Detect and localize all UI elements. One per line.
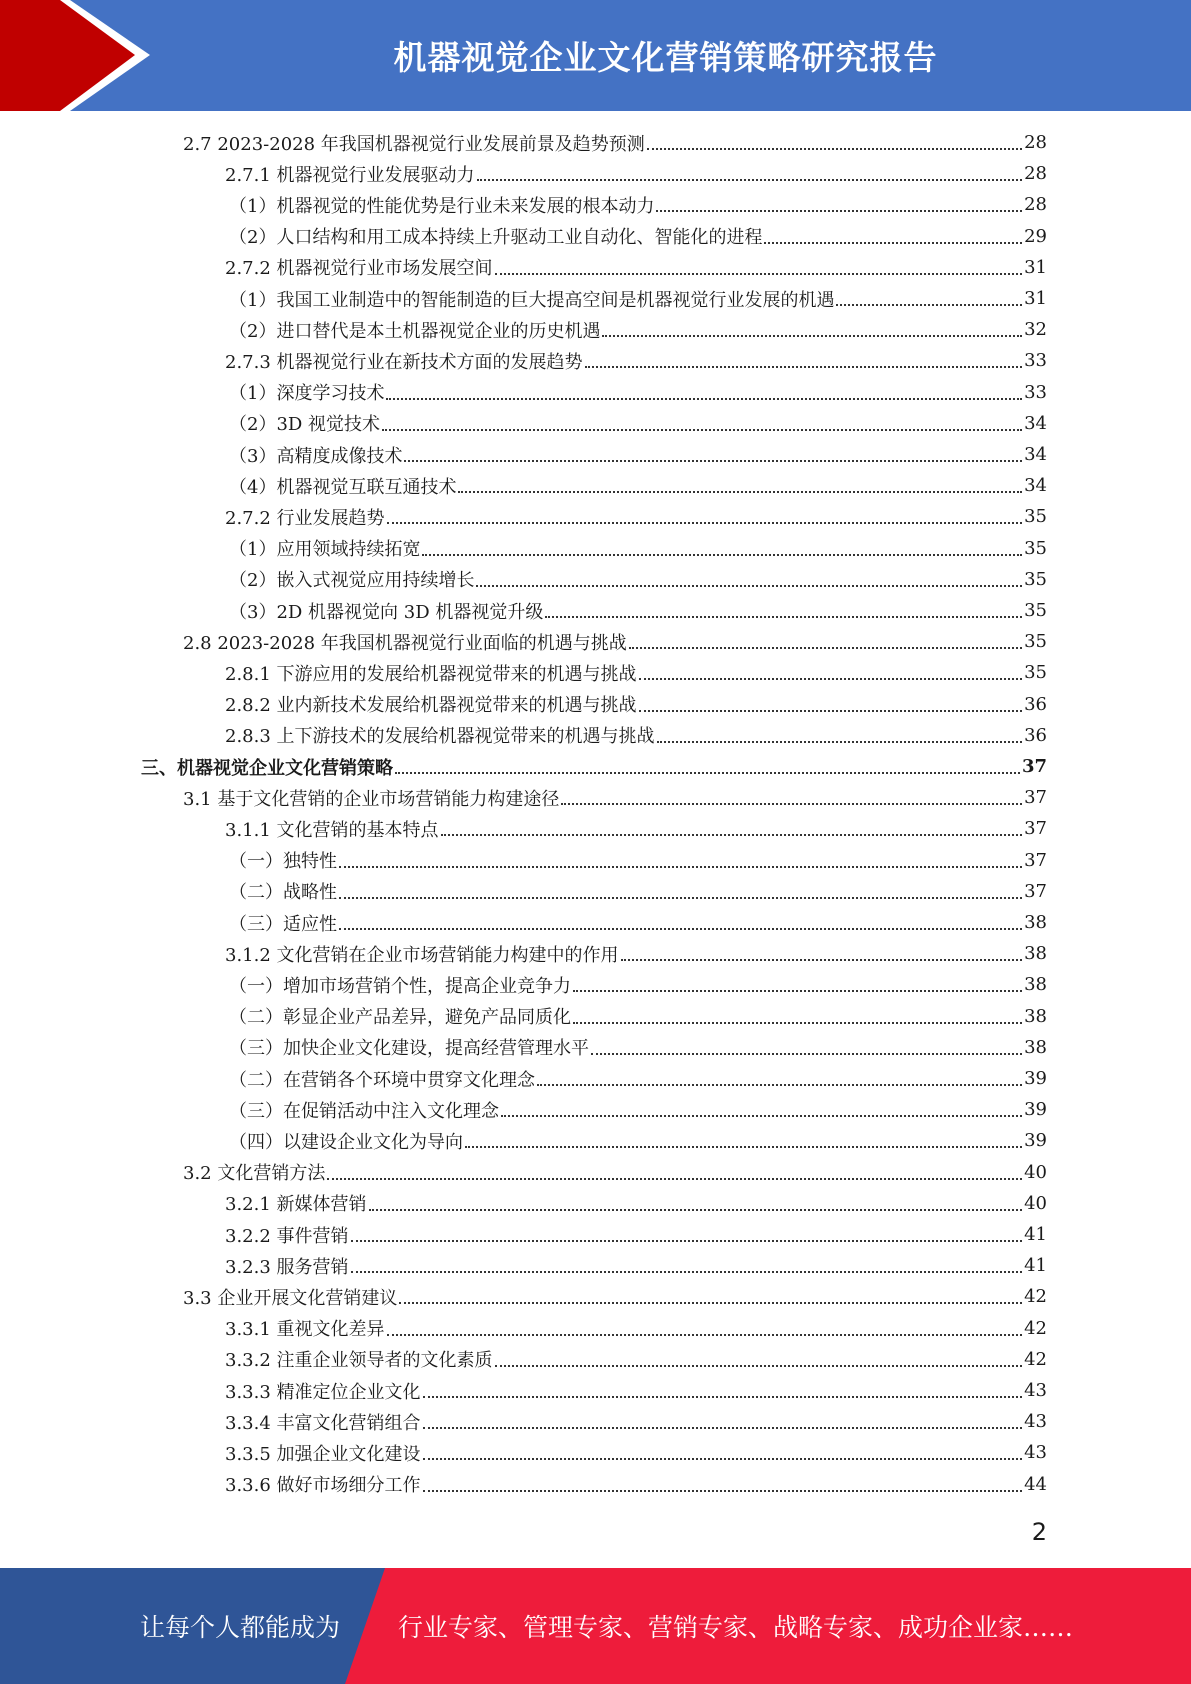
toc-leader-dots	[465, 1145, 1022, 1148]
toc-entry[interactable]	[229, 408, 1047, 439]
toc-leader-dots	[476, 584, 1022, 587]
toc-entry[interactable]	[225, 1469, 1047, 1500]
toc-entry-title: 3.2.2 事件营销	[225, 1225, 349, 1247]
toc-entry[interactable]	[225, 689, 1047, 720]
toc-entry[interactable]	[229, 595, 1047, 626]
toc-leader-dots	[339, 865, 1022, 868]
toc-entry[interactable]	[225, 1406, 1047, 1437]
toc-entry[interactable]	[229, 1094, 1047, 1125]
toc-entry[interactable]	[183, 1157, 1047, 1188]
toc-entry-page: 37	[1024, 787, 1047, 809]
toc-entry-page: 42	[1024, 1317, 1047, 1339]
toc-entry[interactable]	[225, 158, 1047, 189]
toc-leader-dots	[477, 178, 1023, 181]
toc-leader-dots	[495, 1364, 1023, 1367]
toc-leader-dots	[621, 958, 1023, 961]
toc-entry[interactable]	[229, 314, 1047, 345]
toc-entry-title: （2）人口结构和用工成本持续上升驱动工业自动化、智能化的进程	[229, 227, 763, 249]
toc-entry-title: 3.3.1 重视文化差异	[225, 1319, 385, 1341]
toc-leader-dots	[395, 771, 1020, 774]
toc-entry-page: 37	[1021, 756, 1047, 777]
toc-leader-dots	[573, 989, 1022, 992]
toc-entry-page: 40	[1024, 1192, 1047, 1214]
toc-entry-page: 28	[1024, 163, 1047, 185]
toc-leader-dots	[629, 646, 1022, 649]
toc-entry[interactable]	[229, 1032, 1047, 1063]
toc-entry[interactable]	[229, 845, 1047, 876]
toc-entry-title: （二）在营销各个环境中贯穿文化理念	[229, 1069, 535, 1091]
toc-entry-page: 34	[1024, 444, 1047, 465]
toc-leader-dots	[382, 428, 1022, 431]
toc-entry[interactable]	[225, 1219, 1047, 1250]
toc-entry[interactable]	[229, 876, 1047, 907]
toc-leader-dots	[647, 147, 1022, 150]
toc-entry-title: （1）机器视觉的性能优势是行业未来发展的根本动力	[229, 195, 655, 217]
toc-leader-dots	[423, 1457, 1023, 1460]
toc-entry-page: 37	[1024, 880, 1047, 902]
toc-entry[interactable]	[225, 1375, 1047, 1406]
toc-leader-dots	[369, 1208, 1023, 1211]
toc-leader-dots	[404, 459, 1022, 462]
toc-entry-title: 2.7 2023-2028 年我国机器视觉行业发展前景及趋势预测	[183, 133, 645, 155]
toc-leader-dots	[495, 272, 1023, 275]
toc-leader-dots	[339, 896, 1022, 899]
toc-entry[interactable]	[225, 1344, 1047, 1375]
toc-entry[interactable]	[183, 1281, 1047, 1312]
toc-entry-title: （3）高精度成像技术	[229, 445, 403, 467]
toc-leader-dots	[387, 521, 1023, 524]
toc-entry[interactable]	[229, 1125, 1047, 1156]
toc-entry-page: 35	[1024, 600, 1047, 621]
toc-entry[interactable]	[225, 720, 1047, 751]
toc-entry-page: 34	[1024, 475, 1047, 497]
toc-entry-title: 三、机器视觉企业文化营销策略	[141, 757, 393, 779]
toc-entry-page: 35	[1024, 662, 1047, 684]
toc-entry-title: 3.1 基于文化营销的企业市场营销能力构建途径	[183, 788, 560, 810]
header-title: 机器视觉企业文化营销策略研究报告	[393, 38, 938, 77]
toc-entry[interactable]	[229, 221, 1047, 252]
toc-entry-page: 35	[1024, 506, 1047, 528]
toc-entry-page: 28	[1024, 194, 1047, 216]
toc-leader-dots	[639, 677, 1023, 680]
toc-entry[interactable]	[229, 907, 1047, 938]
toc-entry-page: 43	[1024, 1442, 1047, 1464]
toc-entry[interactable]	[183, 127, 1047, 158]
toc-entry-title: 3.2 文化营销方法	[183, 1163, 326, 1185]
toc-leader-dots	[458, 490, 1022, 493]
toc-entry-title: 3.3 企业开展文化营销建议	[183, 1287, 398, 1309]
toc-leader-dots	[657, 740, 1023, 743]
toc-entry-page: 38	[1024, 1036, 1047, 1058]
toc-entry-title: （1）深度学习技术	[229, 383, 385, 405]
toc-entry-title: （2）进口替代是本土机器视觉企业的历史机遇	[229, 320, 601, 342]
toc-entry-title: 2.7.2 行业发展趋势	[225, 507, 385, 529]
toc-entry-page: 31	[1024, 288, 1047, 309]
toc-entry[interactable]	[229, 1063, 1047, 1094]
toc-entry-title: 3.2.3 服务营销	[225, 1256, 349, 1278]
toc-entry-title: （三）适应性	[229, 913, 337, 935]
footer-slogan: 让每个人都能成为	[140, 1613, 341, 1642]
toc-entry[interactable]	[229, 1001, 1047, 1032]
toc-entry-page: 40	[1024, 1161, 1047, 1183]
toc-entry[interactable]	[229, 283, 1047, 314]
toc-entry-title: （1）应用领域持续拓宽	[229, 539, 421, 561]
toc-entry-page: 33	[1024, 350, 1047, 372]
toc-entry[interactable]	[225, 252, 1047, 283]
toc-leader-dots	[836, 303, 1022, 306]
toc-leader-dots	[423, 1489, 1023, 1492]
toc-leader-dots	[351, 1239, 1023, 1242]
toc-leader-dots	[441, 833, 1023, 836]
toc-leader-dots	[422, 553, 1022, 556]
toc-leader-dots	[764, 241, 1022, 244]
toc-entry-page: 28	[1024, 132, 1047, 153]
toc-entry-page: 37	[1024, 818, 1047, 840]
toc-entry[interactable]	[141, 751, 1047, 782]
toc-entry-page: 41	[1024, 1255, 1047, 1277]
toc-entry-page: 39	[1024, 1130, 1047, 1152]
page-footer	[0, 1568, 1191, 1684]
toc-entry-title: 3.1.2 文化营销在企业市场营销能力构建中的作用	[225, 944, 619, 966]
toc-entry-page: 31	[1024, 256, 1047, 278]
toc-entry[interactable]	[229, 969, 1047, 1000]
toc-entry-page: 36	[1024, 693, 1047, 715]
toc-entry[interactable]	[229, 564, 1047, 595]
toc-entry-title: 3.3.6 做好市场细分工作	[225, 1475, 421, 1497]
toc-leader-dots	[639, 709, 1023, 712]
page-number: 2	[1031, 1518, 1047, 1546]
toc-leader-dots	[327, 1177, 1022, 1180]
toc-leader-dots	[423, 1395, 1023, 1398]
toc-entry-page: 39	[1024, 1068, 1047, 1089]
toc-entry-title: 2.8 2023-2028 年我国机器视觉行业面临的机遇与挑战	[183, 632, 627, 654]
toc-entry-page: 33	[1024, 381, 1047, 403]
toc-leader-dots	[573, 1021, 1022, 1024]
toc-leader-dots	[585, 365, 1023, 368]
toc-entry-title: （3）2D 机器视觉向 3D 机器视觉升级	[229, 601, 544, 623]
toc-entry-title: 3.2.1 新媒体营销	[225, 1194, 367, 1216]
toc-entry-page: 42	[1024, 1286, 1047, 1308]
toc-leader-dots	[387, 1333, 1023, 1336]
toc-entry-title: （4）机器视觉互联互通技术	[229, 476, 457, 498]
toc-entry-page: 44	[1024, 1473, 1047, 1495]
toc-entry[interactable]	[225, 1437, 1047, 1468]
toc-entry-page: 35	[1024, 631, 1047, 653]
toc-entry-page: 38	[1024, 1005, 1047, 1027]
toc-entry-page: 34	[1024, 412, 1047, 434]
toc-entry-page: 35	[1024, 568, 1047, 590]
toc-entry-title: （二）战略性	[229, 882, 337, 904]
toc-leader-dots	[351, 1270, 1023, 1273]
toc-entry-title: （一）增加市场营销个性，提高企业竞争力	[229, 975, 571, 997]
toc-entry-title: （二）彰显企业产品差异，避免产品同质化	[229, 1007, 571, 1029]
toc-entry-title: （一）独特性	[229, 851, 337, 873]
toc-entry-title: 2.8.2 业内新技术发展给机器视觉带来的机遇与挑战	[225, 695, 637, 717]
toc-entry[interactable]	[225, 1313, 1047, 1344]
toc-entry-title: 3.3.5 加强企业文化建设	[225, 1443, 421, 1465]
toc-entry-title: 3.1.1 文化营销的基本特点	[225, 819, 439, 841]
toc-leader-dots	[386, 397, 1022, 400]
toc-entry-title: （三）加快企业文化建设，提高经营管理水平	[229, 1038, 589, 1060]
toc-entry-page: 35	[1024, 537, 1047, 559]
toc-entry[interactable]	[225, 1250, 1047, 1281]
toc-leader-dots	[423, 1426, 1023, 1429]
toc-entry-title: （2）3D 视觉技术	[229, 414, 381, 436]
toc-entry[interactable]	[183, 626, 1047, 657]
toc-entry-page: 41	[1024, 1224, 1047, 1245]
toc-entry[interactable]	[183, 782, 1047, 813]
toc-entry-page: 39	[1024, 1099, 1047, 1121]
toc-entry-page: 38	[1024, 974, 1047, 996]
toc-entry[interactable]	[229, 533, 1047, 564]
toc-entry-title: 2.8.1 下游应用的发展给机器视觉带来的机遇与挑战	[225, 663, 637, 685]
toc-entry[interactable]	[229, 377, 1047, 408]
toc-leader-dots	[501, 1114, 1022, 1117]
footer-roles: 行业专家、管理专家、营销专家、战略专家、成功企业家……	[398, 1613, 1074, 1642]
toc-leader-dots	[602, 334, 1022, 337]
toc-entry-title: 3.3.4 丰富文化营销组合	[225, 1412, 421, 1434]
toc-leader-dots	[545, 615, 1022, 618]
toc-entry-title: （2）嵌入式视觉应用持续增长	[229, 570, 475, 592]
toc-entry-page: 42	[1024, 1348, 1047, 1370]
toc-entry-title: （三）在促销活动中注入文化理念	[229, 1100, 499, 1122]
toc-leader-dots	[591, 1052, 1022, 1055]
toc-leader-dots	[399, 1301, 1022, 1304]
header-chevron-icon	[0, 0, 160, 111]
toc-leader-dots	[339, 927, 1022, 930]
toc-entry-page: 36	[1024, 724, 1047, 746]
toc-entry-title: 3.3.2 注重企业领导者的文化素质	[225, 1350, 493, 1372]
toc-entry[interactable]	[225, 938, 1047, 969]
toc-entry[interactable]	[225, 345, 1047, 376]
toc-entry[interactable]	[225, 657, 1047, 688]
toc-entry-title: 2.7.3 机器视觉行业在新技术方面的发展趋势	[225, 351, 583, 373]
toc-leader-dots	[656, 209, 1022, 212]
toc-entry-title: （四）以建设企业文化为导向	[229, 1131, 463, 1153]
toc-entry[interactable]	[229, 189, 1047, 220]
toc-entry-page: 38	[1024, 912, 1047, 933]
toc-entry-page: 29	[1024, 225, 1047, 247]
toc-entry[interactable]	[225, 813, 1047, 844]
toc-entry-page: 32	[1024, 319, 1047, 341]
toc-leader-dots	[561, 802, 1022, 805]
toc-entry-title: 3.3.3 精准定位企业文化	[225, 1381, 421, 1403]
toc-entry-title: 2.8.3 上下游技术的发展给机器视觉带来的机遇与挑战	[225, 726, 655, 748]
toc-entry[interactable]	[229, 470, 1047, 501]
toc-leader-dots	[537, 1083, 1022, 1086]
toc-entry[interactable]	[225, 1188, 1047, 1219]
toc-entry-title: 2.7.1 机器视觉行业发展驱动力	[225, 164, 475, 186]
toc-entry-page: 43	[1024, 1411, 1047, 1433]
toc-entry-title: 2.7.2 机器视觉行业市场发展空间	[225, 258, 493, 280]
toc-entry-title: （1）我国工业制造中的智能制造的巨大提高空间是机器视觉行业发展的机遇	[229, 289, 835, 311]
toc-entry[interactable]	[229, 439, 1047, 470]
toc-entry[interactable]	[225, 501, 1047, 532]
toc-entry-page: 43	[1024, 1380, 1047, 1401]
page-header	[0, 0, 1191, 111]
toc-entry-page: 38	[1024, 943, 1047, 965]
toc-entry-page: 37	[1024, 849, 1047, 871]
